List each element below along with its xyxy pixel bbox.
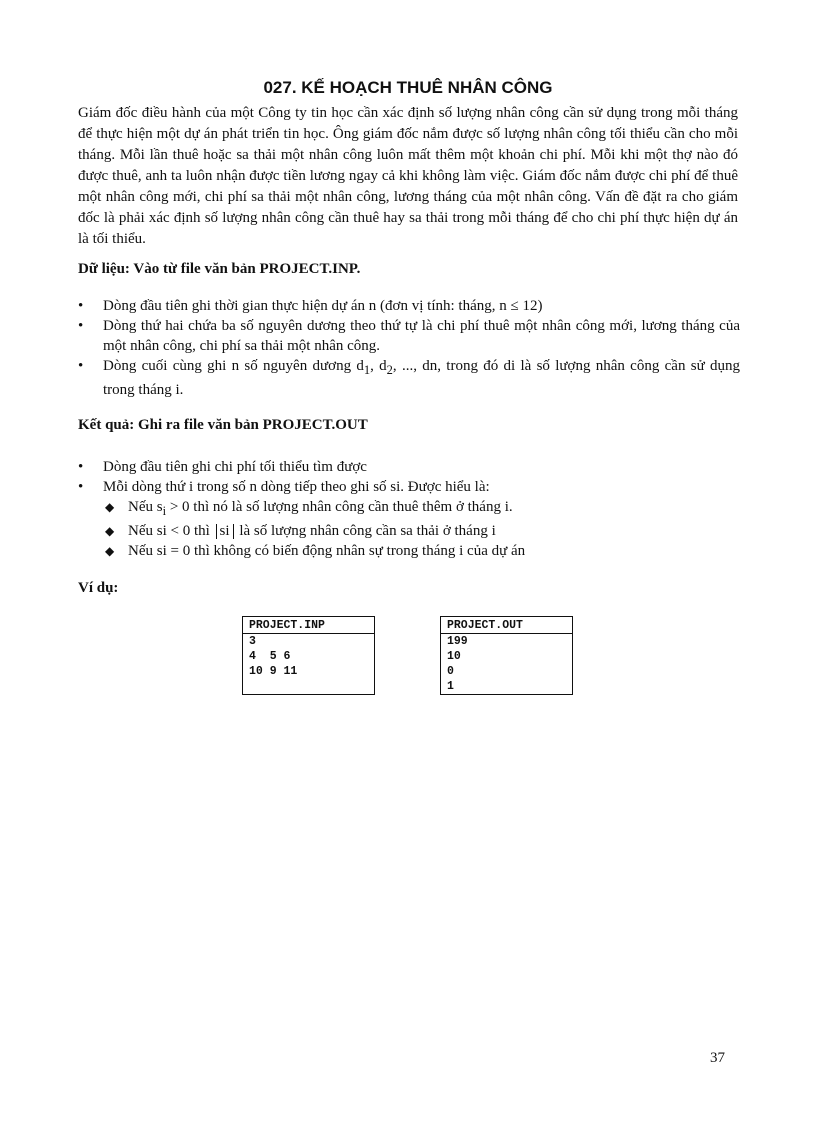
input-box-line: 4 5 6 [249,650,291,663]
diamond-bullet-icon: ◆ [105,500,115,514]
input-item-2-text: Dòng thứ hai chứa ba số nguyên dương theo thứ tự là chi phí thuê một nhân công mới, lương tháng của một nhân công, chi phí sa thải một nhân công. [103,318,740,354]
bullet-icon: • [78,358,84,374]
output-example-box [440,616,573,695]
sub-item-2 [103,521,740,541]
input-example-box [242,616,375,695]
output-box-line: 1 [447,680,454,693]
output-item-2-text: Mỗi dòng thứ i trong số n dòng tiếp theo ghi số si. Được hiểu là: [103,479,490,495]
output-box-line: 0 [447,665,454,678]
input-list [78,296,740,400]
subscript-1: 1 [363,363,371,377]
output-list [78,457,740,561]
bullet-icon: • [78,479,84,495]
input-item-3-pre: Dòng cuối cùng ghi n số nguyên dương d [103,358,364,374]
input-item-3-mid: , d [370,358,387,374]
page-number: 37 [710,1050,725,1066]
input-item-3 [78,356,740,400]
input-item-3-post: , ..., dn, trong đó di là số lượng nhân công cần sử dụng trong tháng i. [103,358,740,398]
subscript-i: i [162,504,167,518]
page-title: 027. KẾ HOẠCH THUÊ NHÂN CÔNG [263,78,553,97]
input-heading: Dữ liệu: Vào từ file văn bản PROJECT.INP. [78,261,361,277]
output-item-1 [78,457,740,477]
absolute-value: si [216,524,234,539]
diamond-bullet-icon: ◆ [105,544,115,558]
input-box-line: 10 9 11 [249,665,298,678]
output-heading: Kết quả: Ghi ra file văn bản PROJECT.OUT [78,417,368,433]
output-box-line: 199 [447,635,468,648]
output-box-header: PROJECT.OUT [441,617,572,634]
sub-item-1-post: > 0 thì nó là số lượng nhân công cần thuê thêm ở tháng i. [166,499,513,515]
sub-item-2-pre: Nếu si < 0 thì [128,523,214,539]
bullet-icon: • [78,298,84,314]
bullet-icon: • [78,318,84,334]
output-box-line: 10 [447,650,461,663]
sub-item-2-post: là số lượng nhân công cần sa thải ở tháng i [235,523,496,539]
example-heading: Ví dụ: [78,580,119,596]
subscript-2: 2 [386,363,393,377]
output-item-2 [78,477,740,561]
output-item-1-text: Dòng đầu tiên ghi chi phí tối thiểu tìm được [103,459,367,475]
input-item-1-text: Dòng đầu tiên ghi thời gian thực hiện dự án n (đơn vị tính: tháng, n ≤ 12) [103,298,543,314]
input-item-2 [78,316,740,356]
sub-item-3-text: Nếu si = 0 thì không có biến động nhân sự trong tháng i của dự án [128,543,526,559]
bullet-icon: • [78,459,84,475]
sub-item-3 [103,541,740,561]
intro-paragraph: Giám đốc điều hành của một Công ty tin học cần xác định số lượng nhân công cần sử dụng trong mỗi tháng để thực hiện một dự án phát triển tin học. Ông giám đốc nắm được số lượng nhân công tối thiểu cần cho mỗi tháng. Mỗi lần thuê hoặc sa thải một nhân công luôn mất thêm một khoản chi phí. Mỗi khi một thợ nào đó được thuê, anh ta luôn nhận được tiền lương ngay cả khi không làm việc. Giám đốc nắm được chi phí để thuê một nhân công mới, chi phí sa thải một nhân công, lương tháng của một nhân công. Vấn đề đặt ra cho giám đốc là phải xác định số lượng nhân công cần thuê hay sa thải trong mỗi tháng để cho chi phí thực hiện dự án là tối thiểu. [78,105,738,247]
sub-item-1-pre: Nếu s [128,499,163,515]
output-sublist [103,497,740,561]
input-box-line: 3 [249,635,256,648]
input-box-header: PROJECT.INP [243,617,374,634]
diamond-bullet-icon: ◆ [105,524,115,538]
input-item-1 [78,296,740,316]
sub-item-1 [103,497,740,521]
